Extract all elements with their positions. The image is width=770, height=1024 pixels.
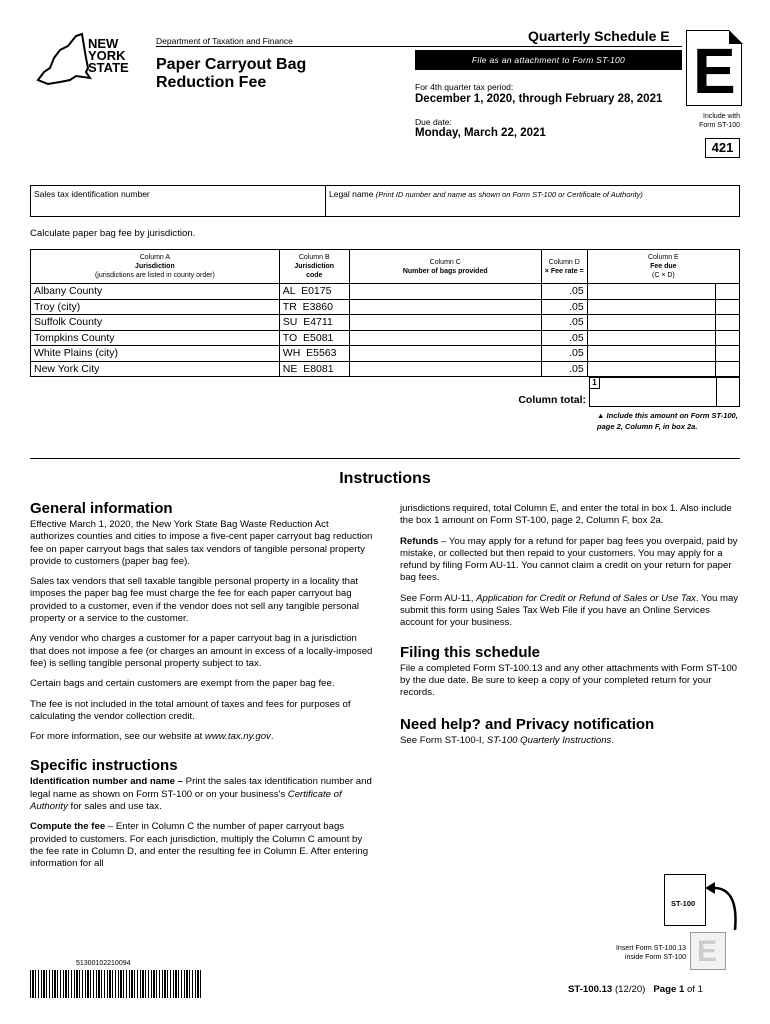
period-value: December 1, 2020, through February 28, 2021 xyxy=(415,93,663,105)
fee-due-cents-input[interactable] xyxy=(716,330,740,346)
col-d-header: Column D × Fee rate = xyxy=(541,250,587,284)
sales-tax-id-field[interactable] xyxy=(33,202,323,216)
multiply-symbol: × xyxy=(544,267,549,275)
sales-tax-id-label: Sales tax identification number xyxy=(34,189,150,199)
left-column xyxy=(30,500,375,871)
table-row xyxy=(31,315,740,331)
general-para-2: Sales tax vendors that sell taxable tangible personal property in a locality that imposes the paper bag fee must charge the fee for each paper carryout bag provided to a customer, even if the vendor does not sell any tangible personal property or a service to the customer. xyxy=(30,576,360,625)
specific-heading: Specific instructions xyxy=(30,757,178,775)
general-para-6: For more information, see our website at www.tax.ny.gov. xyxy=(30,731,274,743)
general-para-4: Certain bags and certain customers are exempt from the paper bag fee. xyxy=(30,678,335,690)
filing-para: File a completed Form ST-100.13 and any other attachments with Form ST-100 by the due date. Be sure to keep a copy of your completed return for your records. xyxy=(400,662,738,699)
fee-rate: .05 xyxy=(541,330,587,346)
equals-symbol: = xyxy=(579,267,584,275)
col-e-header: Column E Fee due (C × D) xyxy=(587,250,739,284)
arrow-up-icon: ▲ xyxy=(597,411,605,420)
insert-instruction: Insert Form ST-100.13 inside Form ST-100 xyxy=(615,945,686,961)
ny-state-logo-text: NEW YORK STATE xyxy=(88,36,129,75)
instructions-title: Instructions xyxy=(339,470,431,487)
website-link[interactable]: www.tax.ny.gov xyxy=(204,731,271,743)
ny-state-outline-logo xyxy=(30,28,92,90)
col-a-header: Column A Jurisdiction (jurisdictions are listed in county order) xyxy=(31,250,280,284)
due-label: Due date: xyxy=(415,117,452,127)
fee-due-input[interactable] xyxy=(587,346,715,362)
jurisdiction-code: WH E5563 xyxy=(279,346,349,362)
fee-table xyxy=(30,249,740,377)
bags-provided-input[interactable] xyxy=(349,330,541,346)
department-name: Department of Taxation and Finance xyxy=(156,36,293,46)
box-number: 1 xyxy=(590,378,600,389)
continued-para: jurisdictions required, total Column E, and enter the total in box 1. Also include the box 1 amount on Form ST-100, page 2, Column F, box 2a. xyxy=(400,503,732,527)
fee-rate: .05 xyxy=(541,315,587,331)
fee-due-input[interactable] xyxy=(587,361,715,377)
jurisdiction-name: Troy (city) xyxy=(31,299,280,315)
jurisdiction-code: TR E3860 xyxy=(279,299,349,315)
table-row xyxy=(31,361,740,377)
fee-due-cents-input[interactable] xyxy=(716,361,740,377)
form-title: Paper Carryout Bag Reduction Fee xyxy=(156,56,307,91)
fee-due-cents-input[interactable] xyxy=(716,346,740,362)
fee-due-input[interactable] xyxy=(587,284,715,300)
jurisdiction-name: White Plains (city) xyxy=(31,346,280,362)
fee-due-input[interactable] xyxy=(587,299,715,315)
au11-para: See Form AU-11, Application for Credit or Refund of Sales or Use Tax. You may submit this form using Sales Tax Web File if you have an Online Services account for your business. xyxy=(400,592,739,629)
cents-divider xyxy=(716,378,717,406)
schedule-e-document-icon: E xyxy=(690,932,726,970)
fee-rate: .05 xyxy=(541,346,587,362)
fee-table-header xyxy=(31,250,740,284)
jurisdiction-code: AL E0175 xyxy=(279,284,349,300)
fee-rate: .05 xyxy=(541,299,587,315)
fee-rate: .05 xyxy=(541,284,587,300)
general-para-5: The fee is not included in the total amount of taxes and fees for purposes of calculating the vendor collection credit. xyxy=(30,698,351,722)
column-total-box[interactable] xyxy=(589,377,740,407)
fee-due-input[interactable] xyxy=(587,330,715,346)
period-label: For 4th quarter tax period: xyxy=(415,82,514,92)
jurisdiction-name: Albany County xyxy=(31,284,280,300)
legal-name-field[interactable] xyxy=(328,202,738,216)
help-para: See Form ST-100-I, ST-100 Quarterly Instructions. xyxy=(400,734,614,746)
specific-compute-para: Compute the fee – Enter in Column C the number of paper carryout bags provided to customers. For each jurisdiction, multiply the Column C amount by the fee rate in Column D, and enter the resulting fee in Column E. After entering information for all xyxy=(30,821,369,870)
bags-provided-input[interactable] xyxy=(349,346,541,362)
due-value: Monday, March 22, 2021 xyxy=(415,127,546,139)
insert-arrow-icon xyxy=(705,880,745,940)
calc-label: Calculate paper bag fee by jurisdiction. xyxy=(30,228,196,239)
include-amount-note: ▲ Include this amount on Form ST-100, page 2, Column F, in box 2a. xyxy=(597,411,738,431)
include-note: Include with Form ST-100 xyxy=(699,113,740,129)
bags-provided-input[interactable] xyxy=(349,284,541,300)
filing-heading: Filing this schedule xyxy=(400,643,541,661)
bags-provided-input[interactable] xyxy=(349,361,541,377)
jurisdiction-name: Suffolk County xyxy=(31,315,280,331)
barcode xyxy=(30,970,202,998)
jurisdiction-code: NE E8081 xyxy=(279,361,349,377)
fee-due-input[interactable] xyxy=(587,315,715,331)
schedule-e-badge: E xyxy=(686,30,742,106)
col-c-header: Column C Number of bags provided xyxy=(349,250,541,284)
general-para-3: Any vendor who charges a customer for a paper carryout bag in a jurisdiction that does not impose a fee (or charges an amount in excess of a locally-imposed fee) is selling tangible personal property subject to tax. xyxy=(30,633,373,669)
header-rule xyxy=(156,46,682,47)
schedule-title: Quarterly Schedule E xyxy=(528,28,670,44)
bags-provided-input[interactable] xyxy=(349,315,541,331)
jurisdiction-code: TO E5081 xyxy=(279,330,349,346)
col-b-header: Column B Jurisdiction code xyxy=(279,250,349,284)
bags-provided-input[interactable] xyxy=(349,299,541,315)
right-column xyxy=(400,503,740,747)
st100-document-icon: ST-100 xyxy=(664,874,706,926)
form-footer-id: ST-100.13 (12/20) Page 1 of 1 xyxy=(568,984,703,995)
jurisdiction-code: SU E4711 xyxy=(279,315,349,331)
specific-id-para: Identification number and name – Print the sales tax identification number and legal name as shown on Form ST-100 or on your business's Certificate of Authority for sales and use tax. xyxy=(30,776,372,813)
table-row xyxy=(31,330,740,346)
barcode-number: 51300102210094 xyxy=(76,960,131,967)
fee-due-cents-input[interactable] xyxy=(716,315,740,331)
column-total-label: Column total: xyxy=(518,394,586,406)
table-row xyxy=(31,284,740,300)
attachment-banner: File as an attachment to Form ST-100 xyxy=(415,50,682,70)
help-heading: Need help? and Privacy notification xyxy=(400,715,655,733)
fee-rate: .05 xyxy=(541,361,587,377)
general-heading: General information xyxy=(30,500,173,517)
jurisdiction-name: New York City xyxy=(31,361,280,377)
identification-box xyxy=(30,185,740,217)
fee-due-cents-input[interactable] xyxy=(716,299,740,315)
form-code-box: 421 xyxy=(705,138,740,158)
jurisdiction-name: Tompkins County xyxy=(31,330,280,346)
table-row xyxy=(31,346,740,362)
refunds-para: Refunds – You may apply for a refund for paper bag fees you overpaid, paid by mistake, or collected but then repaid to your customers. You may apply for a refund by filing Form AU-11. You cannot claim a credit on your return for paper bag fees. xyxy=(400,535,738,584)
general-para-1: Effective March 1, 2020, the New York State Bag Waste Reduction Act authorizes counties and cities to impose a five-cent paper carryout bag reduction fee on paper carryout bags that sales tax vendors of tangible personal property provide to customers (paper bag fee). xyxy=(30,519,373,567)
table-row xyxy=(31,299,740,315)
fee-due-cents-input[interactable] xyxy=(716,284,740,300)
section-divider xyxy=(30,458,740,459)
legal-name-label-group: Legal name (Print ID number and name as shown on Form ST-100 or Certificate of Authority) xyxy=(329,189,643,199)
